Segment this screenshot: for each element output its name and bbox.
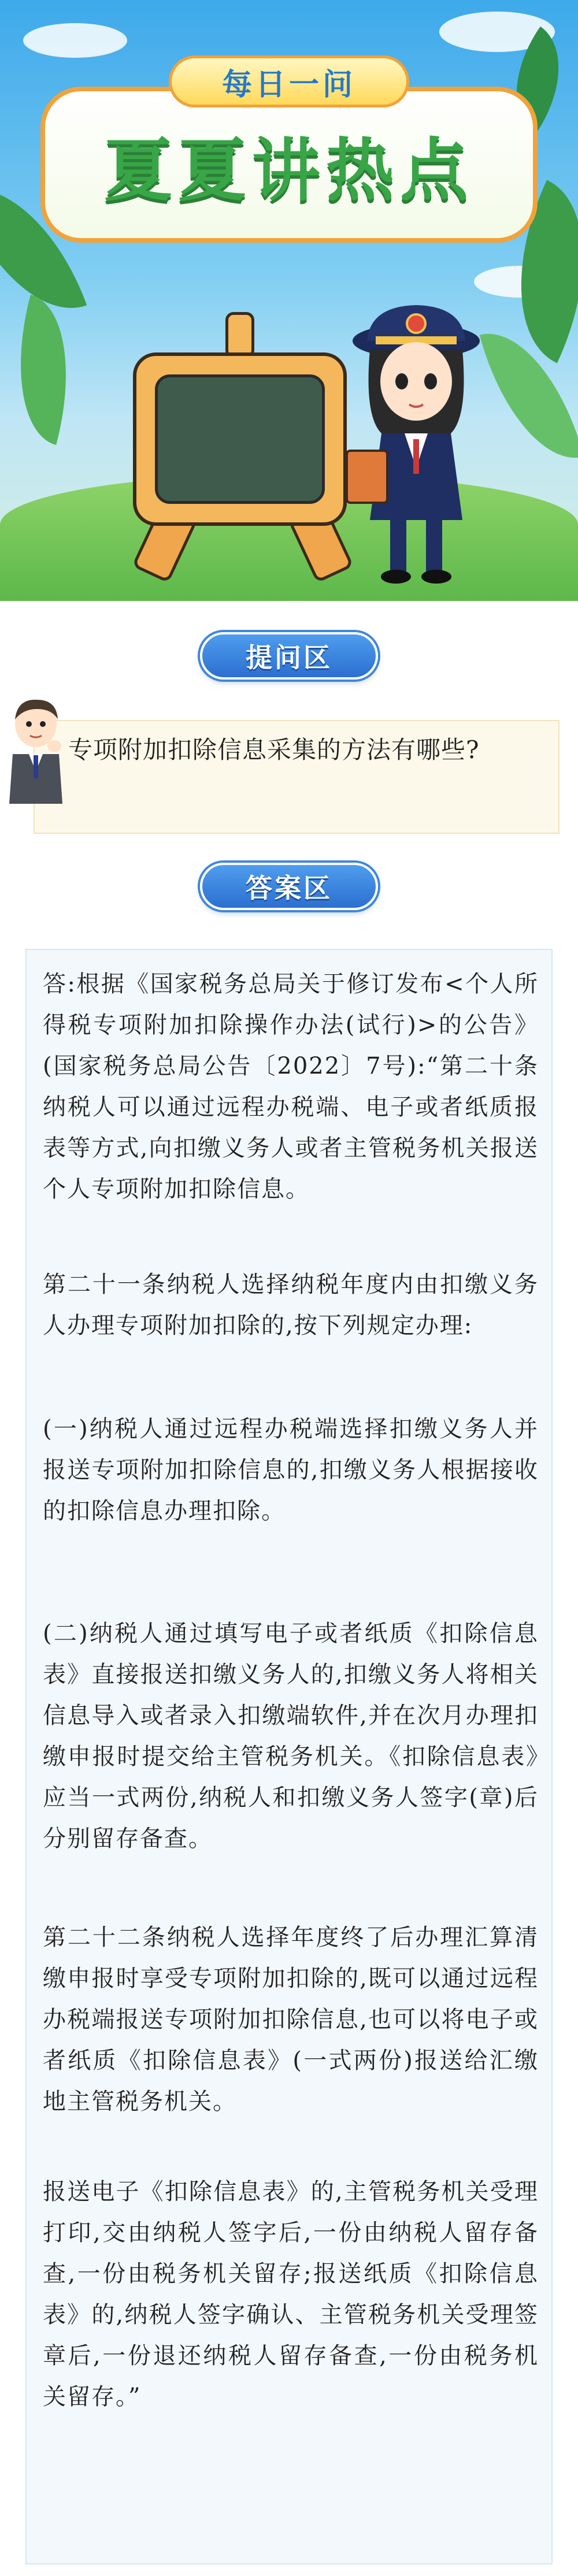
tax-officer-illustration [335,300,497,589]
hero-banner [0,0,578,601]
answer-paragraph: 答:根据《国家税务总局关于修订发布<个人所得税专项附加扣除操作办法(试行)>的公告》(国家税务总局公告〔2022〕7号):“第二十条纳税人可以通过远程办税端、电子或者纸质报表等方式,向扣缴义务人或者主管税务机关报送个人专项附加扣除信息。 [43,971,539,1202]
answer-paragraph: 报送电子《扣除信息表》的,主管税务机关受理打印,交由纳税人签字后,一份由纳税人留存备查,一份由税务机关留存;报送纸质《扣除信息表》的,纳税人签字确认、主管税务机关受理签章后,一份退还纳税人留存备查,一份由税务机关留存。” [43,2178,539,2410]
answer-paragraph: (一)纳税人通过远程办税端选择扣缴义务人并报送专项附加扣除信息的,扣缴义务人根据接收的扣除信息办理扣除。 [43,1416,539,1524]
asking-man-avatar [7,696,65,806]
answer-paragraph: 第二十二条纳税人选择年度终了后办理汇算清缴申报时享受专项附加扣除的,既可以通过远程办税端报送专项附加扣除信息,也可以将电子或者纸质《扣除信息表》(一式两份)报送给汇缴地主管税务机关。 [43,1924,539,2115]
column-title: 夏夏讲热点 [40,87,538,243]
answer-section-badge: 答案区 [200,863,378,910]
leaf-decoration [0,295,92,445]
answer-paragraph: (二)纳税人通过填写电子或者纸质《扣除信息表》直接报送扣缴义务人的,扣缴义务人将相关信息导入或者录入扣缴端软件,并在次月办理扣缴申报时提交给主管税务机关。《扣除信息表》应当一式两份,纳税人和扣缴义务人签字(章)后分别留存备查。 [43,1620,539,1852]
question-section-badge: 提问区 [200,632,378,680]
answer-paragraph: 第二十一条纳税人选择纳税年度内由扣缴义务人办理专项附加扣除的,按下列规定办理: [43,1271,539,1339]
cloud-decoration [23,23,127,58]
question-text: 专项附加扣除信息采集的方法有哪些? [68,736,480,764]
daily-question-label: 每日一问 [169,55,409,107]
